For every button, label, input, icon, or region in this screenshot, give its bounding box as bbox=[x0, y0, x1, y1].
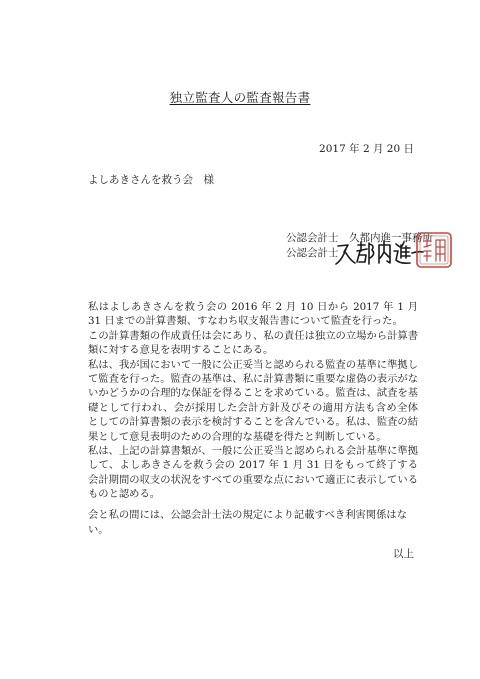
auditor-office: 公認会計士 久都内進一事務所 bbox=[286, 232, 433, 244]
auditor-title: 公認会計士 bbox=[286, 247, 339, 259]
paragraph-scope: 私はよしあきさんを救う会の 2016 年 2 月 10 日から 2017 年 1 月 31 日までの計算書類、すなわち収支報告書について監査を行った。 bbox=[88, 301, 418, 328]
seal-stamp-icon bbox=[414, 230, 454, 270]
report-date: 2017 年 2 月 20 日 bbox=[319, 143, 414, 155]
document-title bbox=[0, 88, 480, 106]
paragraph-responsibility: この計算書類の作成責任は会にあり、私の責任は独立の立場から計算書類に対する意見を表明することにある。 bbox=[88, 329, 418, 357]
report-body bbox=[88, 300, 418, 502]
document-title-text: 独立監査人の監査報告書 bbox=[169, 90, 311, 105]
paragraph-basis: 私は、我が国において一般に公正妥当と認められる監査の基準に準拠して監査を行った。監査の基準は、私に計算書類に重要な虚偽の表示がないかどうかの合理的な保証を得ることを求めている。監査は、試査を基礎として行われ、会が採用した会計方針及びその適用方法も含め全体としての計算書類の表示を検討することを含んでいる。私は、監査の結果として意見表明のための合理的な基礎を得たと判断している。 bbox=[88, 358, 418, 443]
addressee: よしあきさんを救う会 様 bbox=[88, 174, 214, 186]
end-mark: 以上 bbox=[393, 548, 414, 560]
conflict-of-interest-statement: 会と私の間には、公認会計士法の規定により記載すべき利害関係はない。 bbox=[88, 509, 407, 536]
handwritten-signature bbox=[334, 236, 424, 270]
paragraph-opinion: 私は、上記の計算書類が、一般に公正妥当と認められる会計基準に準拠して、よしあきさんを救う会の 2017 年 1 月 31 日をもって終了する会計期間の収支の状況をすべての重要な点において適正に表示しているものと認める。 bbox=[88, 445, 418, 501]
